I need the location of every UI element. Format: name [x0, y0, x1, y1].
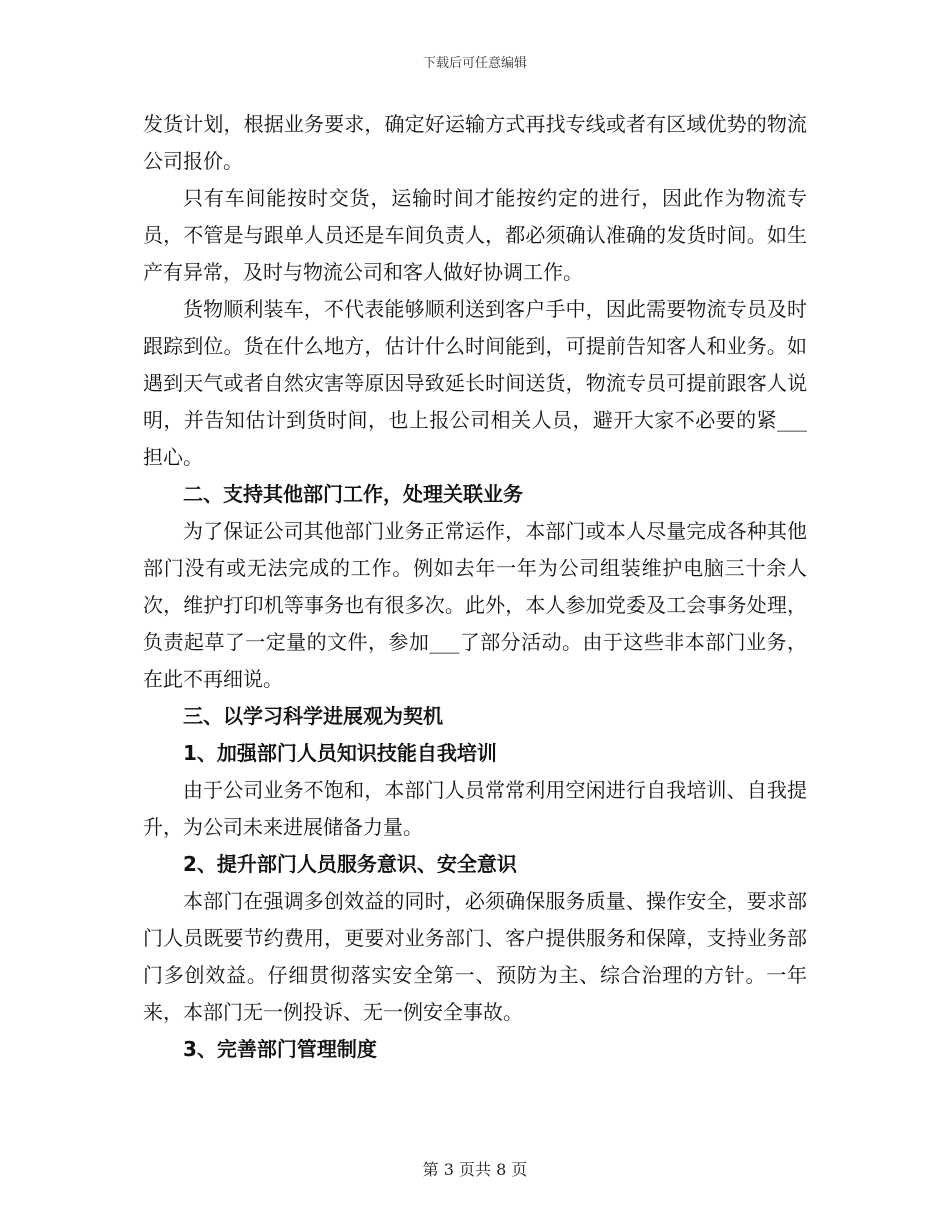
- paragraph-5: 由于公司业务不饱和，本部门人员常常利用空闲进行自我培训、自我提升，为公司未来进展储备力量。: [143, 778, 807, 839]
- document-body: [143, 106, 807, 1068]
- paragraph-1: 发货计划，根据业务要求，确定好运输方式再找专线或者有区域优势的物流公司报价。: [143, 112, 807, 173]
- section-heading-2: 二、支持其他部门工作，处理关联业务: [183, 482, 523, 506]
- page-footer: 第 3 页共 8 页: [422, 1160, 528, 1179]
- paragraph-2: 只有车间能按时交货，运输时间才能按约定的进行，因此作为物流专员，不管是与跟单人员还是车间负责人，都必须确认准确的发货时间。如生产有异常，及时与物流公司和客人做好协调工作。: [143, 186, 807, 284]
- paragraph-6: 本部门在强调多创效益的同时，必须确保服务质量、操作安全，要求部门人员既要节约费用，更要对业务部门、客户提供服务和保障，支持业务部门多创效益。仔细贯彻落实安全第一、预防为主、综合治理的方针。一年来，本部门无一例投诉、无一例安全事故。: [143, 889, 807, 1024]
- paragraph-4: 为了保证公司其他部门业务正常运作，本部门或本人尽量完成各种其他部门没有或无法完成的工作。例如去年一年为公司组装维护电脑三十余人次，维护打印机等事务也有很多次。此外，本人参加党委及工会事务处理，负责起草了一定量的文件，参加___了部分活动。由于这些非本部门业务，在此不再细说。: [143, 519, 807, 691]
- paragraph-3: 货物顺利装车，不代表能够顺利送到客户手中，因此需要物流专员及时跟踪到位。货在什么地方，估计什么时间能到，可提前告知客人和业务。如遇到天气或者自然灾害等原因导致延长时间送货，物流专员可提前跟客人说明，并告知估计到货时间，也上报公司相关人员，避开大家不必要的紧___担心。: [143, 297, 807, 469]
- subsection-heading-1: 1、加强部门人员知识技能自我培训: [183, 741, 497, 765]
- section-heading-3: 三、以学习科学进展观为契机: [183, 704, 443, 728]
- page-header: 下载后可任意编辑: [422, 56, 527, 71]
- subsection-heading-2: 2、提升部门人员服务意识、安全意识: [183, 852, 517, 876]
- subsection-heading-3: 3、完善部门管理制度: [183, 1037, 377, 1061]
